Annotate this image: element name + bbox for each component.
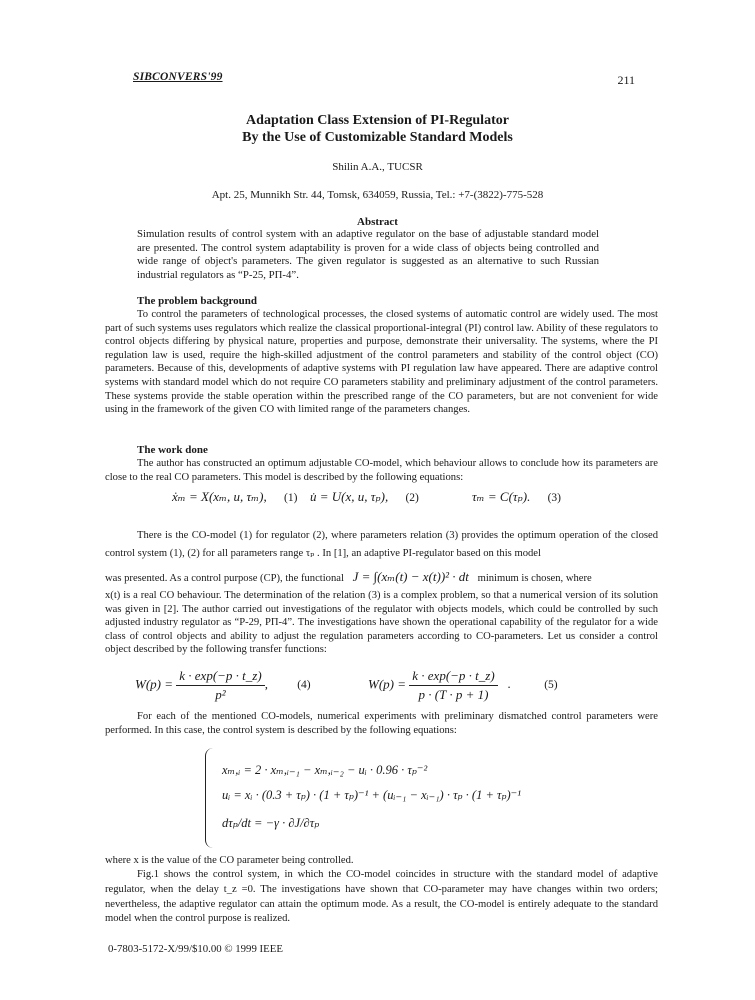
functional-line: was presented. As a control purpose (CP), the functional J = ∫(xₘ(t) − x(t))² · dt minimum is chosen, where [105, 569, 592, 584]
section-paragraph: There is the CO-model (1) for regulator (2), where parameters relation (3) provides the optimum operation of the closed control system (1), (2) for all parameters range τₚ . In [1], an adaptive PI-regulator based on this model [105, 530, 658, 559]
section-paragraph: where x is the value of the CO parameter being controlled. [105, 855, 354, 866]
section-paragraph: x(t) is a real CO behaviour. The determination of the relation (3) is a complex problem, so that a numerical version of its solution was given in [2]. The author carried out investigations of the regulator with objects models, which could be controlled by such adjusted industry regulator as “P-29, PП-4”. The investigations have shown the operational capability of the regulator for a wide class of control objects and ability to adjust the regulation parameters according to CO-parameters. Let us consider a control object described by the following transfer functions: [105, 590, 658, 656]
section-paragraph: The author has constructed an optimum adjustable CO-model, which behaviour allows to conclude how its parameters are close to the real CO parameters. This model is described by the following equations: [105, 458, 658, 483]
title-line-1: Adaptation Class Extension of PI-Regulator [246, 113, 509, 128]
section-paragraph: To control the parameters of technological processes, the closed systems of automatic control are widely used. The most part of such systems uses regulators which realize the classical proportional-integral (PI) control law. Ability of these regulators to control objects differing by physical nature, properties and purpose, demonstrate their universality. The systems, where the PI regulation law is used, require the high-skilled adjustment of the control parameters and stability of the control object (CO) parameters. Because of this, developments of adaptive systems with PI regulation law have appeared. There are adaptive control systems with standard model which do not require CO parameters stability and preliminary adjustment of the control parameters. These systems provide the stable operation within the prescribed range of the CO parameters, but are not convenient for wide using in the framework of the given CO with limited range of the parameters changes. [105, 309, 658, 416]
author-line: Shilin A.A., TUCSR [332, 161, 423, 173]
equation-1: ẋₘ = X(xₘ, u, τₘ), (1) [172, 489, 298, 504]
system-equation-3: dτₚ/dt = −γ · ∂J/∂τₚ [222, 816, 320, 830]
section-heading-work-done: The work done [137, 444, 208, 456]
abstract-heading: Abstract [357, 216, 398, 228]
copyright-footer: 0-7803-5172-X/99/$10.00 © 1999 IEEE [108, 943, 283, 955]
author-address: Apt. 25, Munnikh Str. 44, Tomsk, 634059, Russia, Tel.: +7-(3822)-775-528 [211, 189, 544, 201]
section-paragraph: For each of the mentioned CO-models, numerical experiments with preliminary dismatched control parameters were performed. In this case, the control system is described by the following equations: [105, 711, 658, 736]
fraction: $\frac{k \cdot \exp(-p \cdot t\_z)}{p \cdot (T \cdot p + 1)}$ [409, 668, 497, 703]
system-equation-1: xₘ,ᵢ = 2 · xₘ,ᵢ₋₁ − xₘ,ᵢ₋₂ − uᵢ · 0.96 · τₚ⁻² [222, 763, 428, 777]
functional-equation: J = ∫(xₘ(t) − x(t))² · dt [352, 569, 469, 584]
abstract-text: Simulation results of control system with an adaptive regulator on the base of adjustable standard model are presented. The control system adaptability is proven for a wide class of objects being controlled and wide range of object's parameters. The given regulator is suggested as an alternative to such Russian industrial regulators as “P-25, PП-4”. [137, 228, 599, 281]
equation-3: τₘ = C(τₚ). (3) [472, 489, 562, 504]
page-number: 211 [617, 73, 635, 87]
system-brace [205, 748, 216, 848]
section-paragraph: Fig.1 shows the control system, in which the CO-model coincides in structure with the standard model of adaptive regulator, when the delay t_z =0. The investigations have shown that CO-parameter may have changes within two orders; nevertheless, the adaptive regulator can attain the optimum mode. As a result, the CO-model is entirely adequate to the standard model when the control purpose is realized. [105, 869, 658, 925]
title-line-2: By the Use of Customizable Standard Models [242, 130, 513, 145]
fraction: $\frac{k \cdot \exp(-p \cdot t\_z)}{\text{p²}}$ [176, 668, 264, 703]
section-heading-problem-background: The problem background [137, 295, 258, 307]
system-equation-2: uᵢ = xᵢ · (0.3 + τₚ) · (1 + τₚ)⁻¹ + (uᵢ₋₁ − xᵢ₋₁) · τₚ · (1 + τₚ)⁻¹ [222, 788, 522, 802]
running-head: SIBCONVERS'99 [133, 71, 223, 83]
paper-title [0, 112, 755, 146]
transfer-function-4: W(p) = $\frac{k \cdot \exp(-p \cdot t\_z)}{\text{p²}}$ , (4) [135, 668, 311, 702]
equation-2: u̇ = U(x, u, τₚ), (2) [310, 489, 419, 504]
transfer-function-5: W(p) = $\frac{k \cdot \exp(-p \cdot t\_z)}{p \cdot (T \cdot p + 1)}$ . (5) [368, 668, 558, 702]
